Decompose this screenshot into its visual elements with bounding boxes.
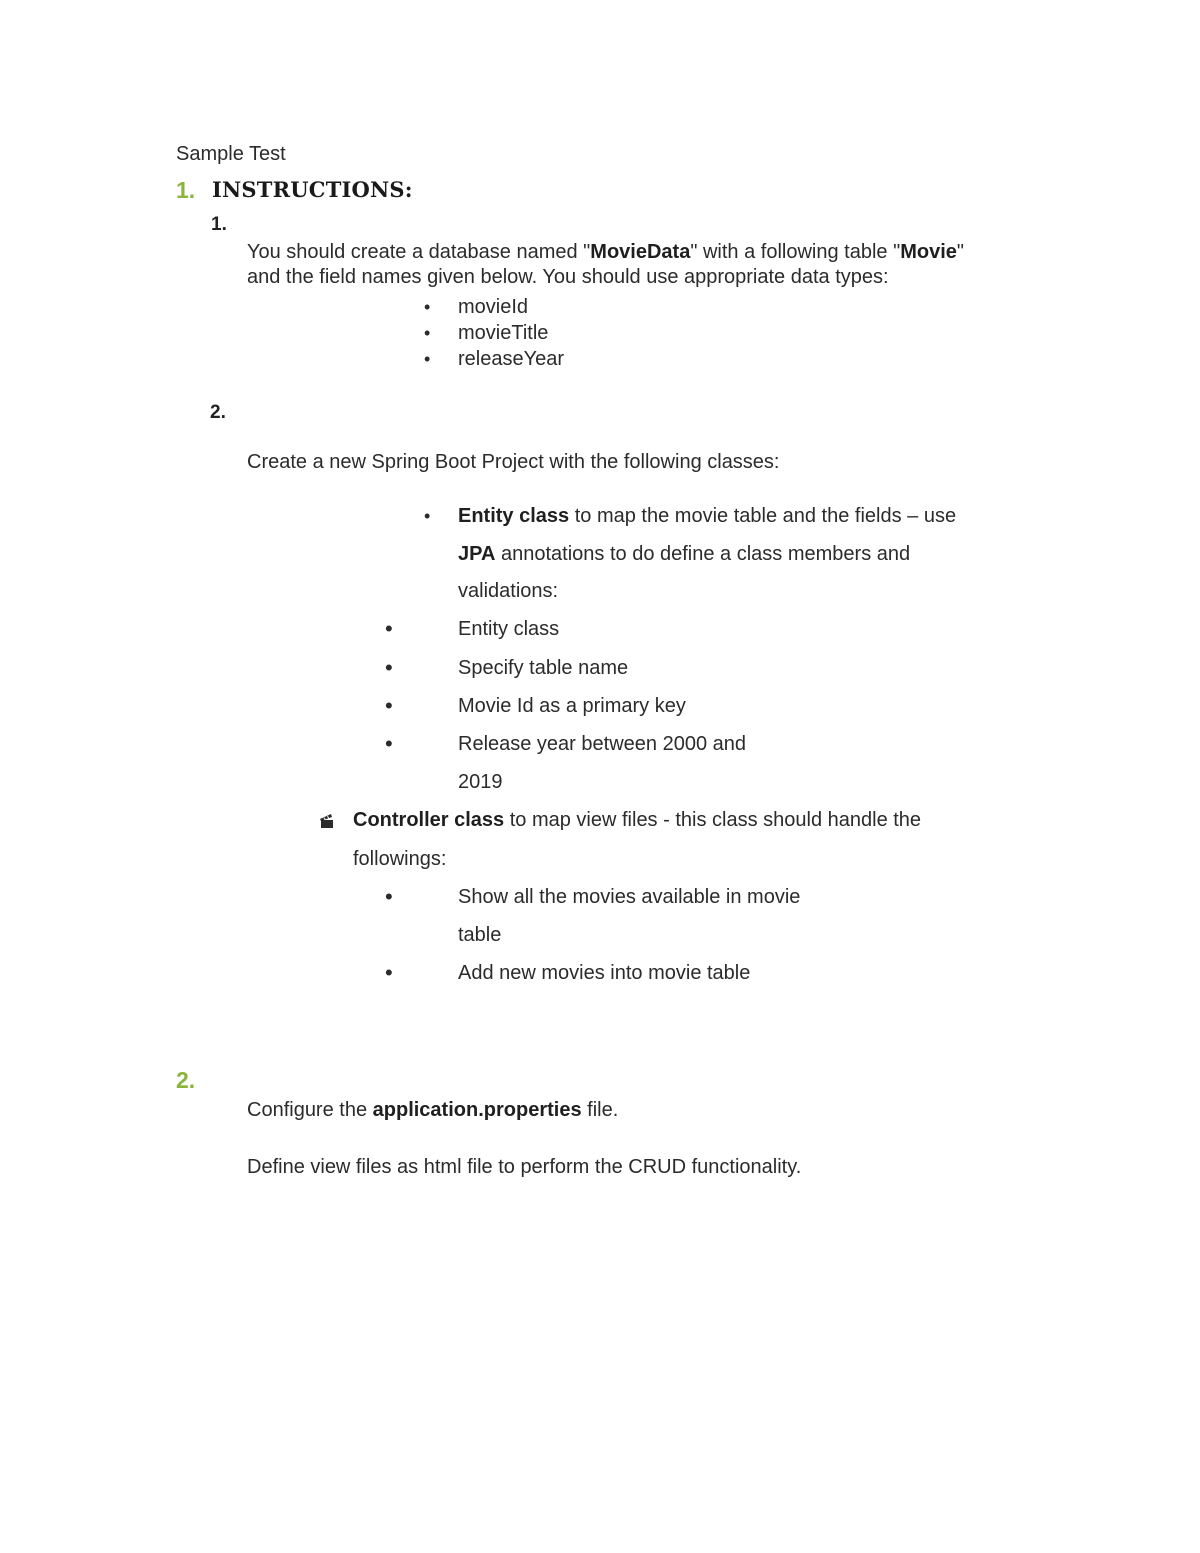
item-2-intro: Create a new Spring Boot Project with the following classes: — [247, 451, 780, 473]
section-1-heading: INSTRUCTIONS: — [212, 177, 413, 202]
clapperboard-icon — [318, 812, 336, 830]
jpa-label: JPA — [458, 543, 496, 565]
section-2-number: 2. — [176, 1067, 196, 1093]
text-run: " with a following table " — [690, 241, 901, 263]
entity-line-2 — [458, 542, 910, 566]
item-2-number: 2. — [210, 402, 226, 423]
item-1-number: 1. — [211, 214, 227, 235]
text-run: file. — [581, 1099, 619, 1121]
entity-class-label: Entity class — [458, 505, 570, 527]
bullet-icon: • — [424, 297, 431, 317]
section-2-line-2: Define view files as html file to perform the CRUD functionality. — [247, 1156, 802, 1178]
entity-line-1 — [458, 504, 956, 528]
bullet-icon: • — [385, 655, 393, 680]
controller-class-label: Controller class — [353, 809, 505, 831]
controller-line-1 — [353, 808, 921, 832]
bullet-icon: • — [424, 323, 431, 343]
controller-line-2: followings: — [353, 848, 447, 870]
page-title: Sample Test — [176, 143, 286, 165]
entity-point: Movie Id as a primary key — [458, 695, 686, 717]
bullet-icon: • — [385, 693, 393, 718]
item-1-line-2: and the field names given below. You should use appropriate data types: — [247, 266, 889, 288]
text-run: You should create a database named " — [247, 241, 591, 263]
entity-point-continuation: 2019 — [458, 771, 503, 793]
bullet-icon: • — [385, 960, 393, 985]
text-run: annotations to do define a class members and — [495, 543, 911, 565]
bullet-icon: • — [424, 349, 431, 369]
field-item: movieTitle — [458, 322, 549, 344]
bullet-icon: • — [385, 884, 393, 909]
controller-point: Show all the movies available in movie — [458, 886, 801, 908]
field-item: releaseYear — [458, 348, 565, 370]
entity-point: Release year between 2000 and — [458, 733, 746, 755]
entity-line-3: validations: — [458, 580, 559, 602]
controller-point-continuation: table — [458, 924, 502, 946]
item-1-line-1 — [247, 240, 964, 264]
bullet-icon: • — [385, 616, 393, 641]
text-run: to map view files - this class should handle the — [504, 809, 922, 831]
controller-point: Add new movies into movie table — [458, 962, 751, 984]
section-2-line-1 — [247, 1098, 618, 1122]
section-1-number: 1. — [176, 177, 196, 203]
table-name: Movie — [900, 241, 957, 263]
database-name: MovieData — [590, 241, 691, 263]
entity-point: Specify table name — [458, 657, 629, 679]
config-file-name: application.properties — [372, 1099, 582, 1121]
bullet-icon: • — [385, 731, 393, 756]
text-run: Configure the — [247, 1099, 373, 1121]
text-run: " — [956, 241, 964, 263]
field-item: movieId — [458, 296, 529, 318]
text-run: to map the movie table and the fields – use — [569, 505, 957, 527]
entity-point: Entity class — [458, 618, 560, 640]
bullet-icon: • — [424, 506, 431, 526]
